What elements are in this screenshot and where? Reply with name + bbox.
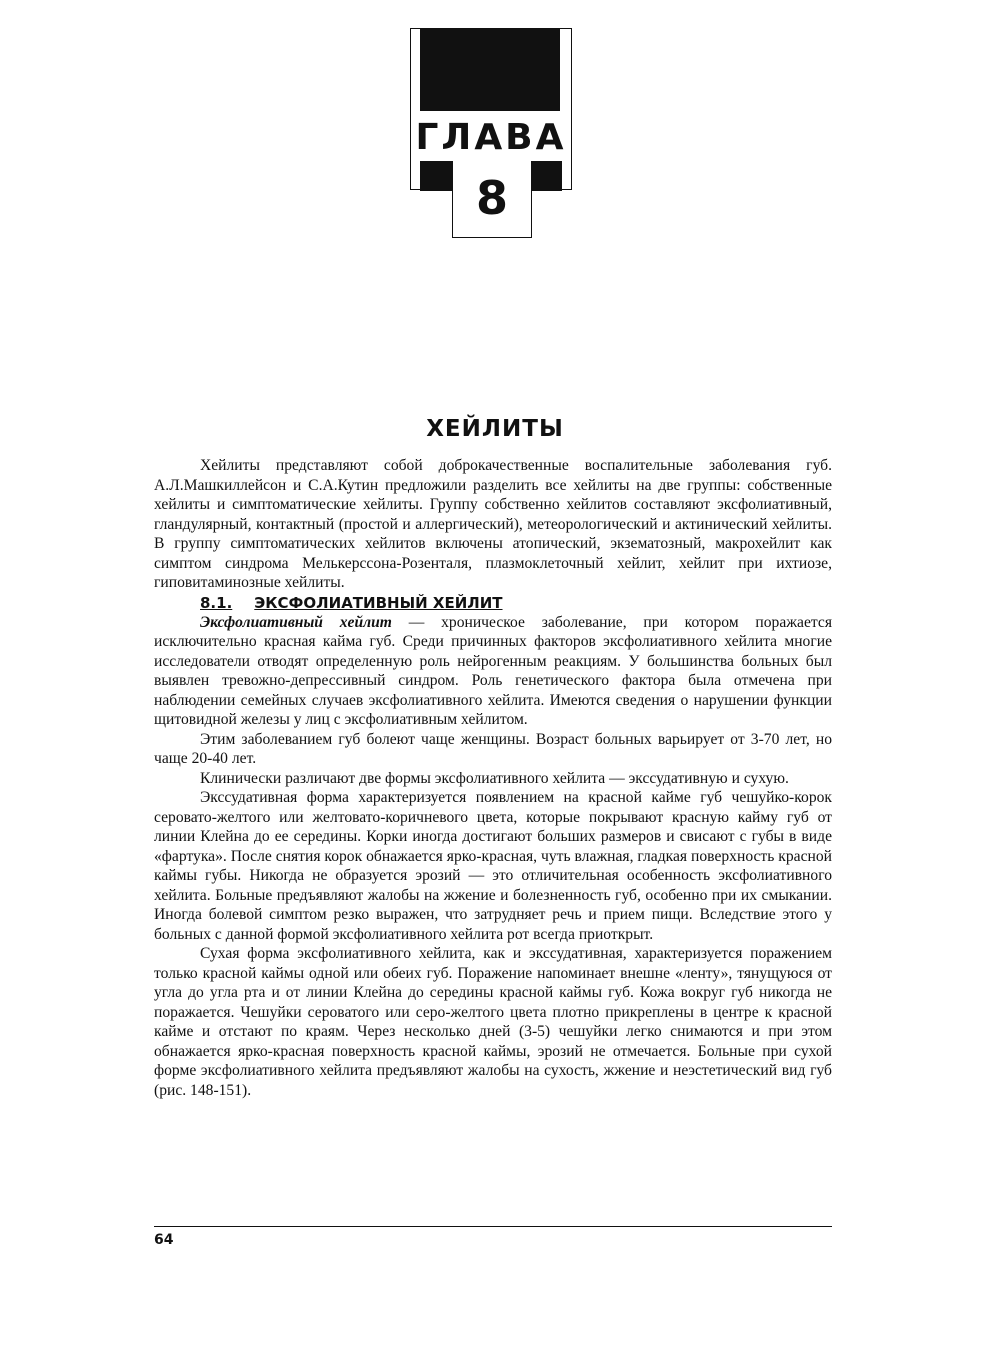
chapter-label: ГЛАВА	[415, 117, 567, 158]
emblem-square-left	[420, 161, 456, 191]
footer-rule	[154, 1226, 832, 1227]
paragraph-1-text: — хроническое заболевание, при котором поражается исключительно красная кайма губ. Среди причинных факторов эксфолиативного хейлита многие исследователи отводят определенную роль нейрогенным реакциям. У большинства больных был выявлен тревожно-депрессивный синдром. Роль генетического фактора была отмечена при наблюдении семейных случаев эксфолиативного хейлита. Имеются сведения о нарушении функции щитовидной железы у лиц с эксфолиативным хейлитом.	[154, 613, 832, 728]
section-heading	[154, 593, 832, 613]
intro-paragraph: Хейлиты представляют собой доброкачественные воспалительные заболевания губ. А.Л.Машкиллейсон и С.А.Кутин предложили разделить все хейлиты на две группы: собственные хейлиты и симптоматические хейлиты. Группу собственно хейлитов составляют эксфолиативный, гландулярный, контактный (простой и аллергический), метеорологический и актинический хейлиты. В группу симптоматических хейлитов включены атопический, экзематозный, макрохейлит как симптом синдрома Мелькерссона-Розенталя, плазмоклеточный хейлит, хейлит при ихтиозе, гиповитаминозные хейлиты.	[154, 457, 832, 591]
paragraph-5: Сухая форма эксфолиативного хейлита, как и экссудативная, характеризуется поражением только красной каймы одной или обеих губ. Поражение напоминает внешне «ленту», тянущуюся от угла до угла рта и от линии Клейна до середины красной каймы губ. Кожа вокруг губ никогда не поражается. Чешуйки сероватого или серо-желтого цвета плотно прикреплены в центре к красной кайме и отстают по краям. Через несколько дней (3-5) чешуйки легко снимаются и при этом обнажается ярко-красная поверхность красной каймы, эрозий не отмечается. Больные при сухой форме эксфолиативного хейлита предъявляют жалобы на сухость, жжение и неэстетический вид губ (рис. 148-151).	[154, 945, 832, 1099]
paragraph-3: Клинически различают две формы эксфолиативного хейлита — экссудативную и сухую.	[200, 769, 789, 787]
section-title: ЭКСФОЛИАТИВНЫЙ ХЕЙЛИТ	[254, 593, 503, 612]
chapter-title: ХЕЙЛИТЫ	[426, 416, 564, 442]
paragraph-1	[154, 613, 832, 730]
section-number: 8.1.	[200, 593, 233, 612]
paragraph-4: Экссудативная форма характеризуется появлением на красной кайме губ чешуйко-корок серовато-желтого или желтовато-коричневого цвета, которые покрывают красную кайму губ от линии Клейна до ее середины. Корки иногда достигают больших размеров и свисают с губы в виде «фартука». После снятия корок обнажается ярко-красная, чуть влажная, гладкая поверхность красной каймы губы. Никогда не образуется эрозий — это отличительная особенность эксфолиативного хейлита. Больные предъявляют жалобы на жжение и болезненность губ, особенно при их смыкании. Иногда болевой симптом резко выражен, что затрудняет речь и прием пищи. Вследствие этого у больных с данной формой эксфолиативного хейлита рот всегда приоткрыт.	[154, 789, 832, 943]
chapter-emblem	[410, 28, 572, 238]
paragraph-2: Этим заболеванием губ болеют чаще женщины. Возраст больных варьирует от 3-70 лет, но чаще 20-40 лет.	[154, 730, 832, 767]
page-number: 64	[154, 1232, 174, 1248]
body-text	[154, 456, 832, 1100]
chapter-number: 8	[475, 171, 508, 225]
emblem-black-block	[420, 28, 560, 111]
term-exfoliative-cheilitis: Эксфолиативный хейлит	[200, 613, 392, 631]
